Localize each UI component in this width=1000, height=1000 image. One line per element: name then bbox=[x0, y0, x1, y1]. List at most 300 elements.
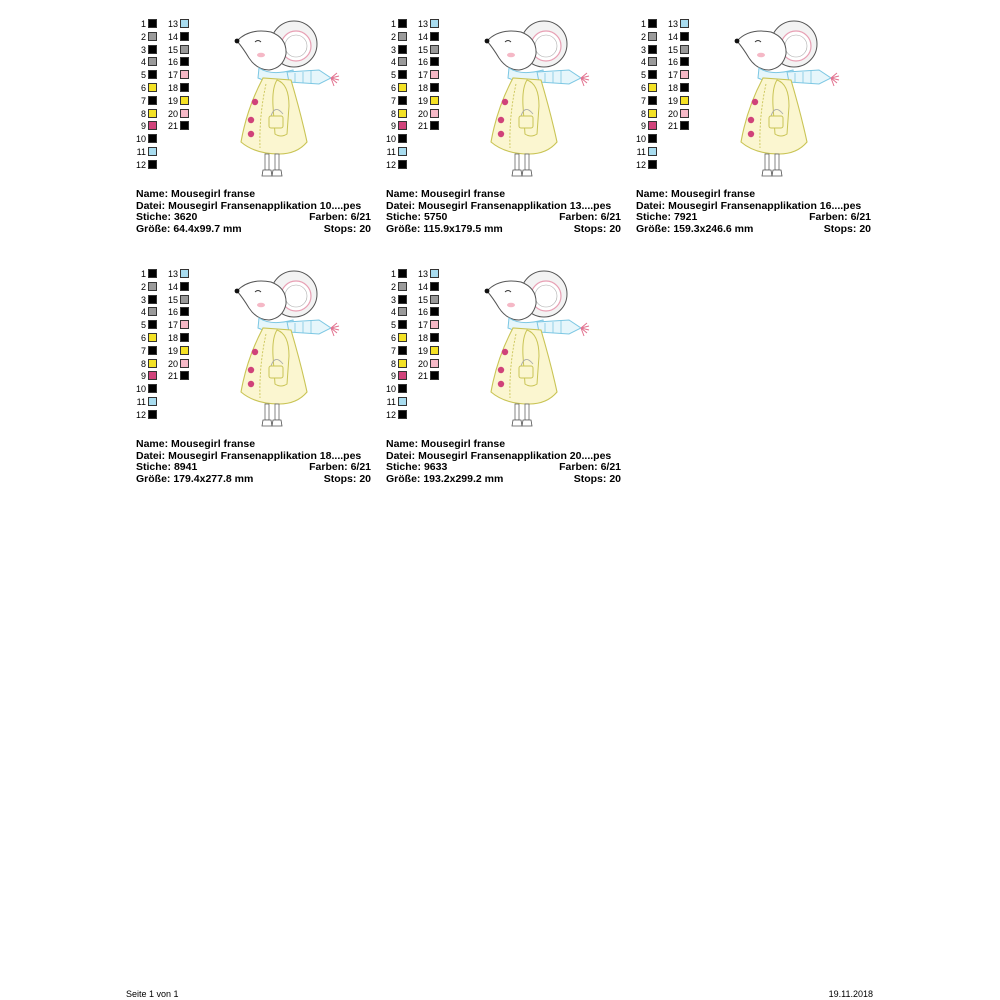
palette-number: 19 bbox=[417, 95, 428, 106]
palette-entry bbox=[418, 294, 478, 306]
color-swatch bbox=[398, 83, 407, 92]
design-card bbox=[136, 18, 376, 243]
palette-entry bbox=[418, 108, 478, 120]
color-swatch bbox=[398, 307, 407, 316]
palette-entry bbox=[168, 332, 228, 344]
file-value: Mousegirl Fransenapplikation 13....pes bbox=[418, 199, 612, 212]
palette-number: 21 bbox=[167, 121, 178, 132]
palette-number: 6 bbox=[390, 83, 396, 93]
color-swatch bbox=[648, 96, 657, 105]
color-swatch bbox=[398, 70, 407, 79]
palette-number: 17 bbox=[667, 70, 678, 81]
palette-entry bbox=[668, 82, 728, 94]
stops-value: 20 bbox=[859, 222, 871, 235]
color-swatch bbox=[680, 70, 689, 79]
palette-number: 19 bbox=[417, 345, 428, 356]
mouse-girl-illustration bbox=[731, 18, 861, 186]
color-swatch bbox=[648, 83, 657, 92]
color-swatch bbox=[148, 121, 157, 130]
palette-number: 13 bbox=[417, 269, 428, 279]
palette-entry bbox=[168, 319, 228, 331]
design-info bbox=[636, 189, 871, 235]
palette-entry bbox=[168, 31, 228, 43]
palette-entry bbox=[418, 345, 478, 357]
file-value: Mousegirl Fransenapplikation 16....pes bbox=[668, 199, 862, 212]
palette-number: 7 bbox=[390, 95, 396, 106]
color-swatch bbox=[680, 32, 689, 41]
color-swatch bbox=[180, 346, 189, 355]
color-swatch bbox=[398, 371, 407, 380]
color-swatch bbox=[180, 57, 189, 66]
palette-number: 12 bbox=[135, 409, 146, 420]
file-label: Datei: bbox=[136, 449, 166, 462]
palette-number: 12 bbox=[385, 159, 396, 170]
color-swatch bbox=[180, 320, 189, 329]
stops-group bbox=[324, 224, 371, 236]
color-swatch bbox=[148, 397, 157, 406]
color-swatch bbox=[680, 109, 689, 118]
palette-number: 16 bbox=[167, 57, 178, 68]
color-swatch bbox=[148, 333, 157, 342]
stitches-label: Stiche: bbox=[636, 211, 672, 223]
palette-number: 21 bbox=[667, 121, 678, 132]
design-card bbox=[386, 268, 626, 493]
file-value: Mousegirl Fransenapplikation 20....pes bbox=[418, 449, 612, 462]
palette-entry bbox=[418, 56, 478, 68]
stops-value: 20 bbox=[359, 222, 371, 235]
palette-number: 21 bbox=[417, 121, 428, 132]
palette-number: 8 bbox=[390, 108, 396, 119]
color-swatch bbox=[430, 359, 439, 368]
color-swatch bbox=[398, 134, 407, 143]
palette-number: 7 bbox=[390, 345, 396, 356]
palette-number: 20 bbox=[167, 108, 178, 119]
name-label: Name: bbox=[636, 188, 669, 200]
palette-number: 1 bbox=[140, 269, 146, 279]
palette-entry bbox=[386, 383, 446, 395]
color-swatch bbox=[148, 410, 157, 419]
color-swatch bbox=[430, 19, 439, 28]
color-swatch bbox=[398, 147, 407, 156]
mouse-girl-illustration bbox=[231, 18, 361, 186]
size-value: 115.9x179.5 mm bbox=[423, 222, 503, 235]
palette-number: 14 bbox=[167, 281, 178, 292]
file-label: Datei: bbox=[386, 449, 416, 462]
color-swatch bbox=[430, 346, 439, 355]
size-value: 64.4x99.7 mm bbox=[173, 222, 242, 235]
colors-value: 6/21 bbox=[600, 461, 621, 473]
color-swatch bbox=[680, 57, 689, 66]
design-info bbox=[136, 439, 371, 485]
color-swatch bbox=[148, 384, 157, 393]
palette-number: 3 bbox=[640, 44, 646, 55]
stops-label: Stops: bbox=[323, 472, 357, 485]
palette-entry bbox=[386, 146, 446, 158]
palette-number: 19 bbox=[167, 95, 178, 106]
file-label: Datei: bbox=[136, 199, 166, 212]
color-swatch bbox=[180, 282, 189, 291]
palette-entry bbox=[168, 294, 228, 306]
palette-entry bbox=[168, 345, 228, 357]
palette-number: 9 bbox=[390, 371, 396, 382]
palette-entry bbox=[136, 159, 196, 171]
palette-number: 4 bbox=[390, 307, 396, 318]
palette-number: 1 bbox=[140, 19, 146, 29]
color-swatch bbox=[398, 19, 407, 28]
color-swatch bbox=[648, 45, 657, 54]
size-line bbox=[386, 474, 621, 486]
palette-number: 11 bbox=[636, 147, 646, 157]
name-label: Name: bbox=[386, 188, 419, 200]
palette-number: 17 bbox=[167, 320, 178, 331]
palette-entry bbox=[418, 31, 478, 43]
size-label: Größe: bbox=[136, 222, 171, 235]
palette-number: 8 bbox=[140, 358, 146, 369]
palette-entry bbox=[168, 306, 228, 318]
palette-number: 12 bbox=[135, 159, 146, 170]
color-swatch bbox=[430, 320, 439, 329]
palette-number: 6 bbox=[140, 83, 146, 93]
color-swatch bbox=[648, 57, 657, 66]
color-swatch bbox=[148, 109, 157, 118]
colors-label: Farben: bbox=[809, 211, 848, 223]
size-line bbox=[386, 224, 621, 236]
colors-value: 6/21 bbox=[350, 211, 371, 223]
color-swatch bbox=[398, 32, 407, 41]
color-swatch bbox=[680, 121, 689, 130]
color-swatch bbox=[430, 269, 439, 278]
palette-number: 1 bbox=[640, 19, 646, 29]
palette-number: 18 bbox=[167, 83, 178, 93]
palette-number: 2 bbox=[140, 31, 146, 42]
color-swatch bbox=[398, 121, 407, 130]
color-swatch bbox=[148, 70, 157, 79]
color-swatch bbox=[430, 109, 439, 118]
print-date: 19.11.2018 bbox=[828, 989, 873, 999]
stops-group bbox=[824, 224, 871, 236]
color-swatch bbox=[148, 57, 157, 66]
palette-entry bbox=[168, 95, 228, 107]
palette-entry bbox=[136, 383, 196, 395]
color-swatch bbox=[648, 19, 657, 28]
palette-entry bbox=[136, 396, 196, 408]
color-swatch bbox=[148, 32, 157, 41]
palette-number: 10 bbox=[635, 134, 646, 145]
palette-entry bbox=[668, 120, 728, 132]
file-value: Mousegirl Fransenapplikation 10....pes bbox=[168, 199, 362, 212]
palette-number: 13 bbox=[167, 269, 178, 279]
colors-label: Farben: bbox=[309, 211, 348, 223]
palette-entry bbox=[168, 108, 228, 120]
color-swatch bbox=[648, 147, 657, 156]
palette-number: 10 bbox=[385, 134, 396, 145]
palette-entry bbox=[418, 82, 478, 94]
palette-entry bbox=[668, 95, 728, 107]
palette-number: 5 bbox=[640, 70, 646, 81]
name-value: Mousegirl franse bbox=[421, 188, 506, 200]
palette-number: 10 bbox=[135, 384, 146, 395]
color-swatch bbox=[398, 96, 407, 105]
palette-number: 8 bbox=[390, 358, 396, 369]
size-value: 193.2x299.2 mm bbox=[423, 472, 504, 485]
palette-number: 15 bbox=[167, 44, 178, 55]
stitches-value: 9633 bbox=[423, 461, 448, 473]
palette-entry bbox=[418, 358, 478, 370]
color-swatch bbox=[398, 282, 407, 291]
color-swatch bbox=[180, 96, 189, 105]
palette-number: 3 bbox=[390, 294, 396, 305]
palette-entry bbox=[668, 108, 728, 120]
palette-number: 7 bbox=[640, 95, 646, 106]
palette-number: 8 bbox=[140, 108, 146, 119]
color-swatch bbox=[648, 70, 657, 79]
palette-number: 8 bbox=[640, 108, 646, 119]
page-number: Seite 1 von 1 bbox=[126, 989, 179, 999]
size-line bbox=[136, 474, 371, 486]
palette-number: 14 bbox=[417, 31, 428, 42]
size-value: 159.3x246.6 mm bbox=[673, 222, 754, 235]
palette-number: 14 bbox=[417, 281, 428, 292]
stitches-value: 5750 bbox=[423, 211, 448, 223]
palette-number: 15 bbox=[167, 294, 178, 305]
color-swatch bbox=[180, 109, 189, 118]
palette-entry bbox=[636, 133, 696, 145]
color-swatch bbox=[430, 96, 439, 105]
color-swatch bbox=[648, 134, 657, 143]
palette-entry bbox=[418, 18, 478, 30]
color-swatch bbox=[398, 346, 407, 355]
color-swatch bbox=[148, 295, 157, 304]
colors-label: Farben: bbox=[559, 461, 598, 473]
mouse-girl-illustration bbox=[481, 268, 611, 436]
palette-number: 2 bbox=[140, 281, 146, 292]
palette-number: 4 bbox=[140, 307, 146, 318]
palette-number: 21 bbox=[417, 371, 428, 382]
palette-number: 3 bbox=[140, 294, 146, 305]
palette-entry bbox=[168, 44, 228, 56]
palette-number: 18 bbox=[667, 83, 678, 93]
color-swatch bbox=[180, 307, 189, 316]
palette-number: 14 bbox=[167, 31, 178, 42]
palette-number: 7 bbox=[140, 95, 146, 106]
stitches-value: 7921 bbox=[673, 211, 698, 223]
palette-number: 4 bbox=[140, 57, 146, 68]
palette-number: 5 bbox=[390, 70, 396, 81]
palette-entry bbox=[418, 306, 478, 318]
color-swatch bbox=[148, 147, 157, 156]
palette-entry bbox=[168, 268, 228, 280]
palette-number: 5 bbox=[140, 70, 146, 81]
palette-number: 17 bbox=[417, 320, 428, 331]
palette-number: 19 bbox=[167, 345, 178, 356]
stops-label: Stops: bbox=[323, 222, 357, 235]
color-swatch bbox=[148, 83, 157, 92]
palette-number: 11 bbox=[136, 147, 146, 157]
palette-entry bbox=[418, 95, 478, 107]
color-swatch bbox=[430, 295, 439, 304]
color-swatch bbox=[398, 269, 407, 278]
color-swatch bbox=[398, 295, 407, 304]
design-card bbox=[136, 268, 376, 493]
colors-value: 6/21 bbox=[850, 211, 871, 223]
color-swatch bbox=[430, 282, 439, 291]
color-swatch bbox=[398, 410, 407, 419]
color-swatch bbox=[430, 121, 439, 130]
color-swatch bbox=[398, 359, 407, 368]
palette-number: 7 bbox=[140, 345, 146, 356]
color-swatch bbox=[180, 121, 189, 130]
color-swatch bbox=[148, 307, 157, 316]
color-swatch bbox=[180, 70, 189, 79]
palette-number: 3 bbox=[140, 44, 146, 55]
color-swatch bbox=[148, 320, 157, 329]
palette-number: 16 bbox=[417, 307, 428, 318]
palette-number: 5 bbox=[390, 320, 396, 331]
color-swatch bbox=[398, 333, 407, 342]
palette-number: 18 bbox=[417, 333, 428, 343]
palette-entry bbox=[668, 69, 728, 81]
palette-entry bbox=[668, 44, 728, 56]
design-info bbox=[386, 189, 621, 235]
color-swatch bbox=[398, 320, 407, 329]
palette-number: 6 bbox=[390, 333, 396, 343]
color-swatch bbox=[180, 371, 189, 380]
palette-entry bbox=[168, 69, 228, 81]
palette-number: 9 bbox=[640, 121, 646, 132]
palette-number: 19 bbox=[667, 95, 678, 106]
color-swatch bbox=[398, 160, 407, 169]
color-swatch bbox=[648, 121, 657, 130]
stitches-value: 3620 bbox=[173, 211, 198, 223]
color-swatch bbox=[180, 295, 189, 304]
palette-number: 3 bbox=[390, 44, 396, 55]
file-value: Mousegirl Fransenapplikation 18....pes bbox=[168, 449, 362, 462]
palette-number: 21 bbox=[167, 371, 178, 382]
palette-number: 16 bbox=[167, 307, 178, 318]
color-swatch bbox=[430, 32, 439, 41]
color-swatch bbox=[680, 96, 689, 105]
palette-number: 13 bbox=[417, 19, 428, 29]
palette-entry bbox=[168, 56, 228, 68]
color-swatch bbox=[148, 19, 157, 28]
stops-value: 20 bbox=[359, 472, 371, 485]
colors-value: 6/21 bbox=[350, 461, 371, 473]
palette-entry bbox=[168, 370, 228, 382]
color-swatch bbox=[398, 384, 407, 393]
palette-entry bbox=[168, 358, 228, 370]
stops-label: Stops: bbox=[573, 472, 607, 485]
palette-entry bbox=[386, 396, 446, 408]
name-value: Mousegirl franse bbox=[171, 188, 256, 200]
size-label: Größe: bbox=[386, 472, 421, 485]
file-label: Datei: bbox=[386, 199, 416, 212]
mouse-girl-illustration bbox=[481, 18, 611, 186]
palette-entry bbox=[636, 146, 696, 158]
palette-entry bbox=[418, 370, 478, 382]
color-swatch bbox=[430, 83, 439, 92]
stitches-label: Stiche: bbox=[386, 461, 422, 473]
stops-value: 20 bbox=[609, 472, 621, 485]
palette-number: 6 bbox=[140, 333, 146, 343]
palette-entry bbox=[418, 319, 478, 331]
color-swatch bbox=[680, 83, 689, 92]
color-swatch bbox=[180, 333, 189, 342]
palette-entry bbox=[418, 69, 478, 81]
palette-entry bbox=[418, 332, 478, 344]
name-label: Name: bbox=[386, 438, 419, 450]
palette-number: 12 bbox=[635, 159, 646, 170]
color-swatch bbox=[398, 57, 407, 66]
stitches-label: Stiche: bbox=[386, 211, 422, 223]
palette-number: 17 bbox=[167, 70, 178, 81]
colors-value: 6/21 bbox=[600, 211, 621, 223]
stitches-label: Stiche: bbox=[136, 461, 172, 473]
name-value: Mousegirl franse bbox=[671, 188, 756, 200]
color-swatch bbox=[148, 371, 157, 380]
design-info bbox=[386, 439, 621, 485]
palette-entry bbox=[386, 159, 446, 171]
palette-number: 12 bbox=[385, 409, 396, 420]
stitches-value: 8941 bbox=[173, 461, 198, 473]
color-swatch bbox=[430, 371, 439, 380]
palette-number: 16 bbox=[417, 57, 428, 68]
size-label: Größe: bbox=[386, 222, 421, 235]
color-swatch bbox=[148, 160, 157, 169]
color-swatch bbox=[148, 134, 157, 143]
palette-number: 11 bbox=[386, 397, 396, 407]
name-value: Mousegirl franse bbox=[421, 438, 506, 450]
palette-entry bbox=[168, 82, 228, 94]
palette-entry bbox=[668, 18, 728, 30]
color-swatch bbox=[430, 45, 439, 54]
color-swatch bbox=[398, 397, 407, 406]
palette-number: 17 bbox=[417, 70, 428, 81]
palette-number: 15 bbox=[417, 44, 428, 55]
color-swatch bbox=[648, 109, 657, 118]
palette-number: 10 bbox=[135, 134, 146, 145]
palette-number: 10 bbox=[385, 384, 396, 395]
stops-label: Stops: bbox=[573, 222, 607, 235]
palette-entry bbox=[168, 281, 228, 293]
color-swatch bbox=[398, 45, 407, 54]
palette-entry bbox=[386, 133, 446, 145]
color-swatch bbox=[398, 109, 407, 118]
design-info bbox=[136, 189, 371, 235]
palette-number: 2 bbox=[640, 31, 646, 42]
palette-number: 2 bbox=[390, 31, 396, 42]
size-line bbox=[136, 224, 371, 236]
colors-label: Farben: bbox=[559, 211, 598, 223]
color-swatch bbox=[180, 19, 189, 28]
color-swatch bbox=[430, 333, 439, 342]
size-value: 179.4x277.8 mm bbox=[173, 472, 254, 485]
palette-entry bbox=[136, 146, 196, 158]
color-swatch bbox=[180, 83, 189, 92]
palette-number: 9 bbox=[390, 121, 396, 132]
palette-entry bbox=[418, 120, 478, 132]
palette-entry bbox=[418, 44, 478, 56]
color-swatch bbox=[148, 269, 157, 278]
palette-number: 2 bbox=[390, 281, 396, 292]
palette-entry bbox=[136, 409, 196, 421]
palette-number: 5 bbox=[140, 320, 146, 331]
palette-number: 15 bbox=[667, 44, 678, 55]
palette-number: 13 bbox=[167, 19, 178, 29]
palette-number: 20 bbox=[417, 358, 428, 369]
color-swatch bbox=[148, 346, 157, 355]
palette-number: 1 bbox=[390, 19, 396, 29]
color-swatch bbox=[680, 19, 689, 28]
